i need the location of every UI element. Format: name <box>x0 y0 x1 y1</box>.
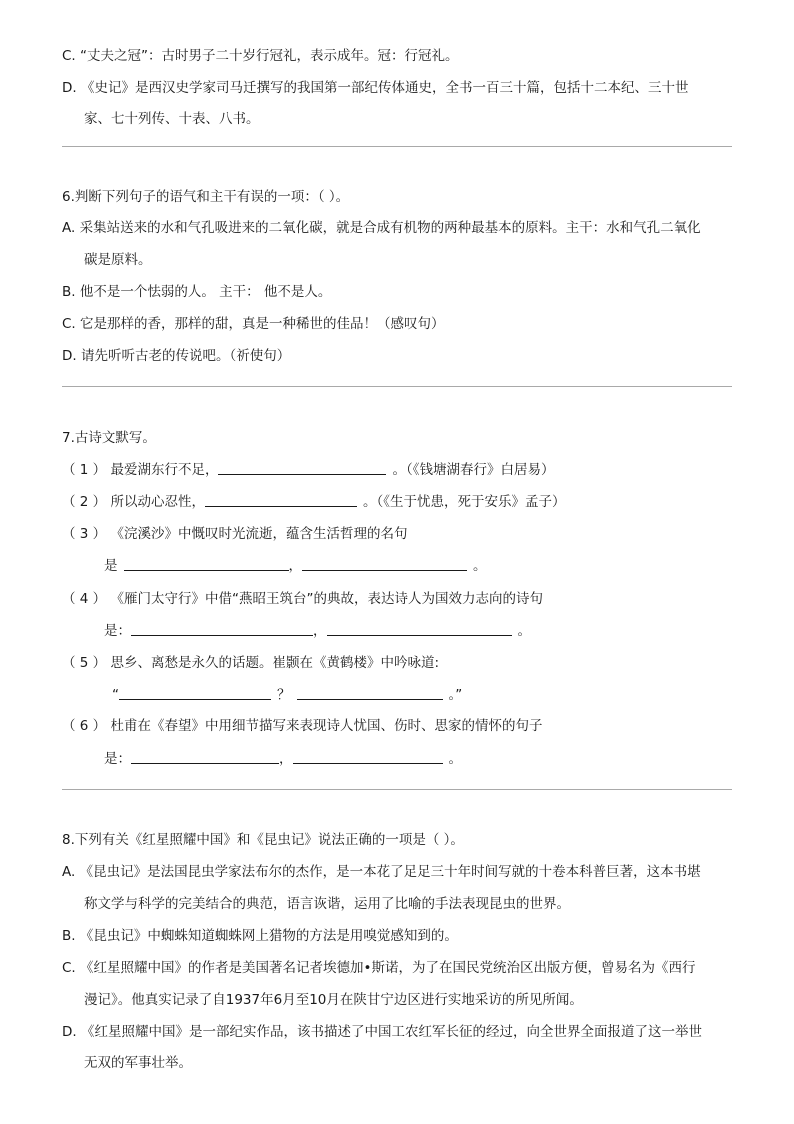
divider <box>62 146 732 147</box>
open-quote: “ <box>112 687 119 703</box>
q6-option-d: D. 请先听听古老的传说吧。（祈使句） <box>62 348 291 364</box>
q7-item-3-answer <box>104 556 487 576</box>
period: 。 <box>473 558 487 574</box>
q7-item-1-prompt: （ 1 ） 最爱湖东行不足， <box>62 462 219 478</box>
q5-option-d-line1: D. 《史记》是西汉史学家司马迁撰写的我国第一部纪传体通史，全书一百三十篇，包括十二本纪、三十世 <box>62 80 689 96</box>
q8-stem: 8.下列有关《红星照耀中国》和《昆虫记》说法正确的一项是（ ）。 <box>62 832 464 848</box>
period: 。 <box>448 751 462 767</box>
close-quote: 。” <box>448 687 463 703</box>
q7-item-6-answer <box>104 749 462 769</box>
answer-blank[interactable] <box>293 749 443 764</box>
answer-blank[interactable] <box>205 492 357 507</box>
divider <box>62 386 732 387</box>
answer-blank[interactable] <box>124 556 289 571</box>
q7-stem: 7.古诗文默写。 <box>62 430 156 446</box>
q7-item-5: （ 5 ） 思乡、离愁是永久的话题。崔颢在《黄鹤楼》中吟咏道: <box>62 655 440 671</box>
q6-option-b: B. 他不是一个怯弱的人。 主干： 他不是人。 <box>62 284 332 300</box>
q8-option-b: B. 《昆虫记》中蜘蛛知道蜘蛛网上猎物的方法是用嗅觉感知到的。 <box>62 928 458 944</box>
comma: ， <box>313 623 327 639</box>
q7-item-1-source: 。（《钱塘湖春行》白居易） <box>392 462 555 478</box>
answer-blank[interactable] <box>327 621 512 636</box>
answer-blank[interactable] <box>297 685 443 700</box>
q8-option-a-line1: A. 《昆虫记》是法国昆虫学家法布尔的杰作，是一本花了足足三十年时间写就的十卷本科普巨著，这本书堪 <box>62 864 701 880</box>
q8-option-d-line1: D. 《红星照耀中国》是一部纪实作品，该书描述了中国工农红军长征的经过，向全世界全面报道了这一举世 <box>62 1024 702 1040</box>
q8-option-a-line2: 称文学与科学的完美结合的典范，语言诙谐，运用了比喻的手法表现昆虫的世界。 <box>84 896 570 912</box>
q6-stem: 6.判断下列句子的语气和主干有误的一项：（ ）。 <box>62 189 350 205</box>
q7-item-4-answer <box>104 621 531 641</box>
q7-item-2 <box>62 492 565 512</box>
q7-item-1 <box>62 460 554 480</box>
q8-option-c-line2: 漫记》。他真实记录了自1937年6月至10月在陕甘宁边区进行实地采访的所见所闻。 <box>84 992 583 1008</box>
q7-item-4: （ 4 ） 《雁门太守行》中借“燕昭王筑台”的典故，表达诗人为国效力志向的诗句 <box>62 591 543 607</box>
answer-lead: 是： <box>104 751 131 767</box>
q6-option-a-line2: 碳是原料。 <box>84 252 152 268</box>
q8-option-c-line1: C. 《红星照耀中国》的作者是美国著名记者埃德加•斯诺，为了在国民党统治区出版方便，曾易名为《西行 <box>62 960 696 976</box>
period: 。 <box>517 623 531 639</box>
q7-item-6: （ 6 ） 杜甫在《春望》中用细节描写来表现诗人忧国、伤时、思家的情怀的句子 <box>62 718 543 734</box>
question-mark: ？ <box>277 687 291 703</box>
answer-blank[interactable] <box>131 621 313 636</box>
answer-blank[interactable] <box>131 749 279 764</box>
q7-item-2-prompt: （ 2 ） 所以动心忍性， <box>62 494 205 510</box>
q7-item-3: （ 3 ） 《浣溪沙》中慨叹时光流逝，蕴含生活哲理的名句 <box>62 526 408 542</box>
q6-option-c: C. 它是那样的香，那样的甜，真是一种稀世的佳品！（感叹句） <box>62 316 445 332</box>
q8-option-d-line2: 无双的军事壮举。 <box>84 1055 192 1071</box>
answer-blank[interactable] <box>119 685 271 700</box>
comma: ， <box>279 751 293 767</box>
divider <box>62 789 732 790</box>
q7-item-2-source: 。（《生于忧患，死于安乐》孟子） <box>362 494 566 510</box>
q7-item-5-answer <box>112 685 462 705</box>
q6-option-a-line1: A. 采集站送来的水和气孔吸进来的二氧化碳，就是合成有机物的两种最基本的原料。主干：水和气孔二氧化 <box>62 220 701 236</box>
q5-option-d-line2: 家、七十列传、十表、八书。 <box>84 111 260 127</box>
answer-lead: 是： <box>104 623 131 639</box>
comma: ， <box>288 558 302 574</box>
answer-blank[interactable] <box>302 556 467 571</box>
answer-blank[interactable] <box>218 460 386 475</box>
q5-option-c: C. “丈夫之冠”：古时男子二十岁行冠礼，表示成年。冠：行冠礼。 <box>62 48 459 64</box>
answer-lead: 是 <box>104 558 118 574</box>
